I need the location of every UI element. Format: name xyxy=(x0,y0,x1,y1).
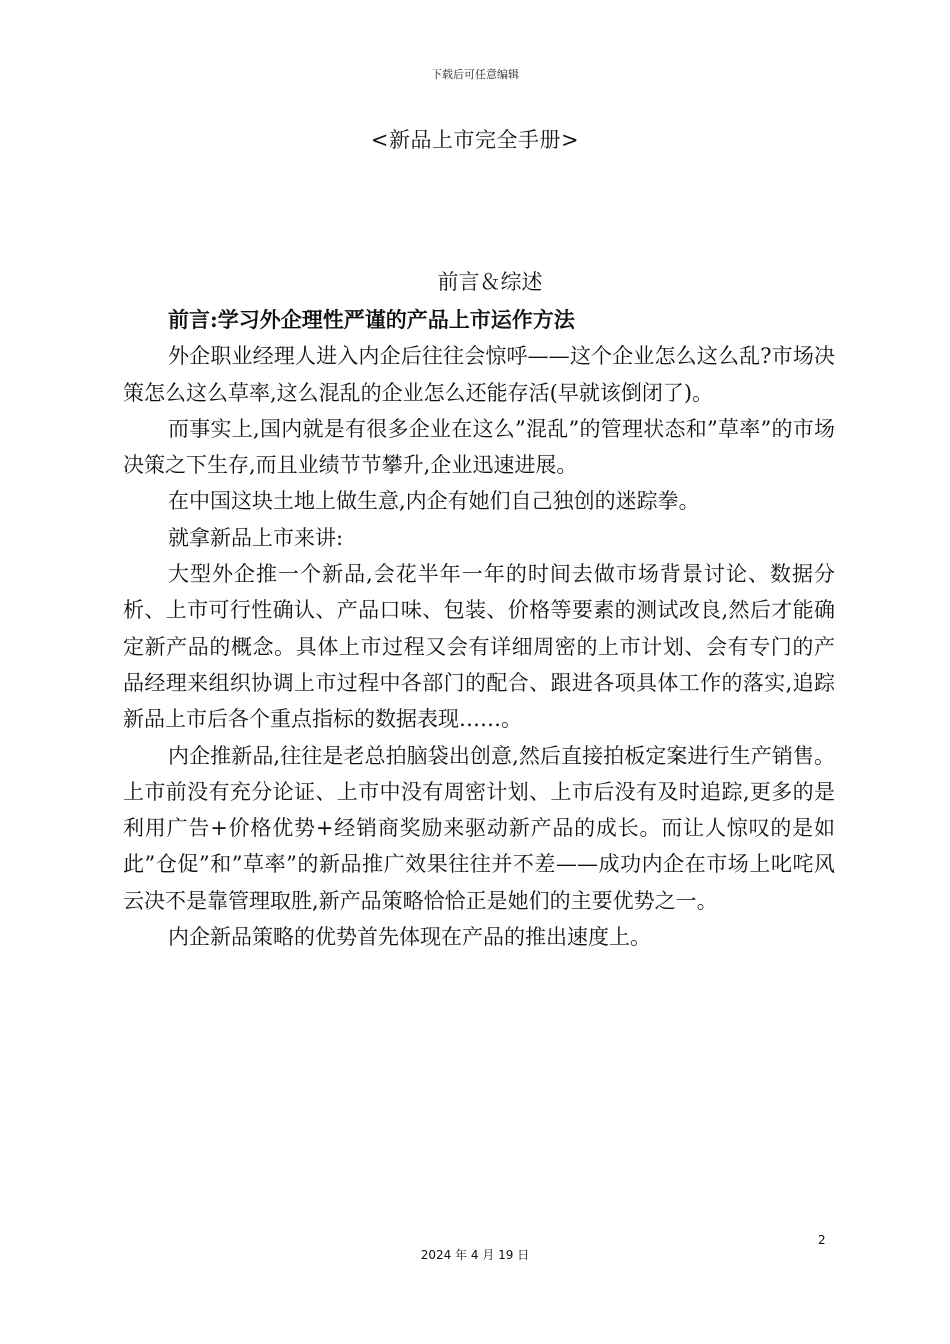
paragraph: 内企推新品,往往是老总拍脑袋出创意,然后直接拍板定案进行生产销售。上市前没有充分论证、上市中没有周密计划、上市后没有及时追踪,更多的是利用广告+价格优势+经销商奖励来驱动新产品的成长。而让人惊叹的是如此”仓促”和”草率”的新品推广效果往往并不差——成功内企在市场上叱咤风云决不是靠管理取胜,新产品策略恰恰正是她们的主要优势之一。 xyxy=(123,743,835,913)
body-text xyxy=(123,302,835,955)
document-title: <新品上市完全手册> xyxy=(370,128,580,152)
paragraph: 在中国这块土地上做生意,内企有她们自己独创的迷踪拳。 xyxy=(168,489,700,514)
paragraph: 外企职业经理人进入内企后往往会惊呼——这个企业怎么这么乱?市场决策怎么这么草率,这么混乱的企业怎么还能存活(早就该倒闭了)。 xyxy=(123,344,835,405)
section-title: 前言＆综述 xyxy=(437,270,543,294)
footer-date: 2024 年 4 月 19 日 xyxy=(420,1248,530,1262)
header-note: 下载后可任意编辑 xyxy=(431,68,519,81)
paragraph: 就拿新品上市来讲: xyxy=(168,525,344,550)
paragraph: 大型外企推一个新品,会花半年一年的时间去做市场背景讨论、数据分析、上市可行性确认、产品口味、包装、价格等要素的测试改良,然后才能确定新产品的概念。具体上市过程又会有详细周密的上市计划、会有专门的产品经理来组织协调上市过程中各部门的配合、跟进各项具体工作的落实,追踪新品上市后各个重点指标的数据表现……。 xyxy=(123,562,835,732)
paragraph: 内企新品策略的优势首先体现在产品的推出速度上。 xyxy=(168,925,651,950)
paragraph: 而事实上,国内就是有很多企业在这么”混乱”的管理状态和”草率”的市场决策之下生存,而且业绩节节攀升,企业迅速进展。 xyxy=(123,416,835,478)
page-number: 2 xyxy=(818,1233,826,1247)
preface-heading: 前言:学习外企理性严谨的产品上市运作方法 xyxy=(168,307,575,332)
